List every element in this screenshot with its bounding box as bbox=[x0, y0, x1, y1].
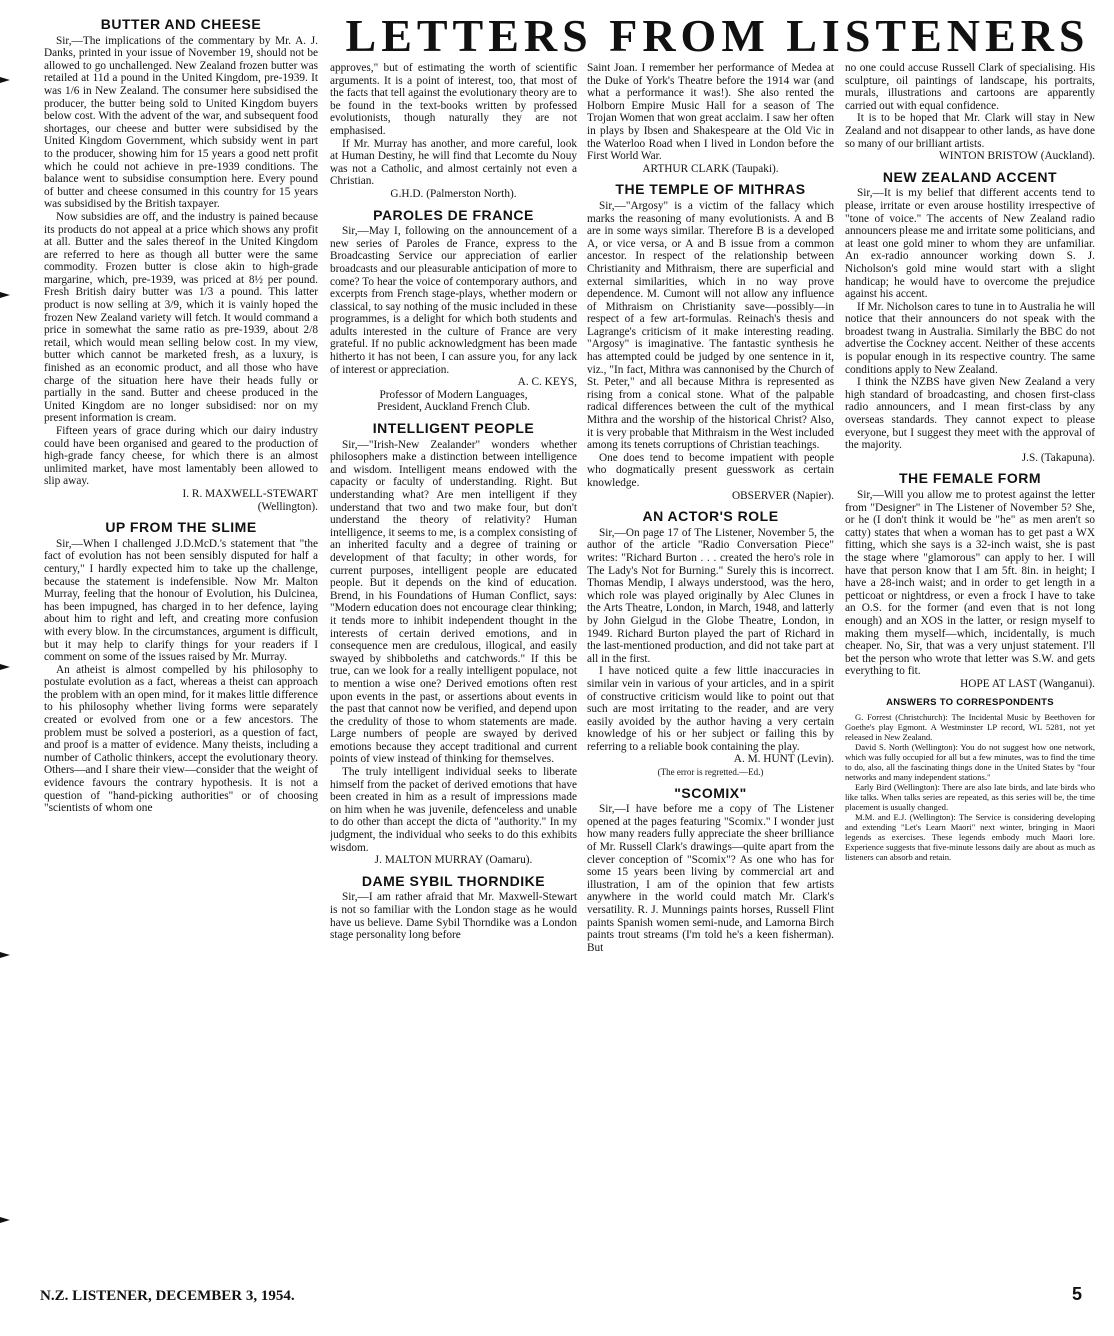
letter-heading: AN ACTOR'S ROLE bbox=[642, 508, 779, 525]
letter-new-zealand-accent bbox=[845, 168, 1095, 465]
page-title: LETTERS FROM LISTENERS bbox=[345, 10, 1090, 61]
letter-signature: I. R. MAXWELL-STEWART bbox=[182, 487, 318, 500]
letter-paragraph: An atheist is almost compelled by his philosophy to postulate evolution as a fact, whereas a theist can approach the problem with an open mind, for it makes little difference to his philosophy whether living forms were separately created or evolved from one or a few ancestors. The problem must be solved a posteriori, as a question of fact, and proof is a matter of evidence. Many theists, including a number of Catholic thinkers, accept the evolutionary theory. Others—and I share their view—consider that the weight of evidence favours the contrary hypothesis. It is not a question of "hand-picking authorities" or of choosing "scientists of whom one bbox=[44, 663, 318, 815]
binding-mark-icon bbox=[0, 950, 14, 960]
letter-signature: A. M. HUNT (Levin). bbox=[733, 753, 834, 766]
column-3 bbox=[587, 62, 834, 1276]
answer-item: G. Forrest (Christchurch): The Incidental Music by Beethoven for Goethe's play Egmont. A Westminster LP record, WL 5281, not yet released in New Zealand. bbox=[845, 712, 1095, 743]
editor-note: (The error is regretted.—Ed.) bbox=[657, 767, 764, 778]
letter-paragraph: Saint Joan. I remember her performance of Medea at the Duke of York's Theatre before the 1914 war (and what a performance it was!). She also rented the Holborn Empire Music Hall for a season of The Trojan Women that won great acclaim. I saw her often in plays by Ibsen and Shakespeare at the Old Vic in the Waterloo Road when I lived in London before the First World War. bbox=[587, 62, 834, 163]
letter-up-from-the-slime bbox=[44, 521, 318, 815]
letter-signature: A. C. KEYS, bbox=[517, 376, 577, 389]
letter-up-from-the-slime-continued bbox=[330, 62, 577, 201]
letter-paragraph: If Mr. Murray has another, and more careful, look at Human Destiny, he will find that Lecomte du Nouy was not a Catholic, and almost certainly not even a Christian. bbox=[330, 137, 577, 188]
letter-temple-of-mithras bbox=[587, 183, 834, 502]
letter-heading: BUTTER AND CHEESE bbox=[100, 18, 262, 32]
letter-signature-title: Professor of Modern Languages, bbox=[379, 388, 528, 401]
letter-paragraph: I have noticed quite a few little inaccuracies in similar vein in various of your articles, and in a spirit of constructive criticism would like to point out that such are most irritating to the reader, and are very easily avoided by the author having a very certain knowledge of his or her subject or failing this by referring to a reliable book containing the play. bbox=[587, 665, 834, 753]
letter-signature: WINTON BRISTOW (Auckland). bbox=[939, 150, 1095, 163]
letter-paragraph: Sir,—Will you allow me to protest against the letter from "Designer" in The Listener of November 5? She, or he (I don't think it would be "he" as men aren't so catty) states that when a woman has to get past a WX fitting, which she says is a 32-inch waist, she is past the stage where "glamorous" can apply to her. I will have that person know that I am 5ft. 8in. in height; I have a 28-inch waist; and in order to get length in a petticoat or nightdress, or even a frock I have to take an O.S. for the former (and even that is not long enough) and an XOS in the latter, or resign myself to making them myself—which, incidentally, is much cheaper. No, Sir, that was a very unjust statement. I'll bet the person who wrote that letter was S.W. and gets everything to fit. bbox=[845, 489, 1095, 678]
letter-paragraph: Sir,—May I, following on the announcement of a new series of Paroles de France, express to the Broadcasting Service our appreciation of earlier broadcasts and our pleasurable anticipation of more to come? To hear the voice of contemporary authors, and excerpts from French stage-plays, whether modern or classical, to say nothing of the music included in these programmes, is a delight for which both students and adults interested in the culture of France are very grateful. If no public acknowledgment has been made hitherto it has not been, I can assure you, for any lack of interest or appreciation. bbox=[330, 225, 577, 376]
page-number: 5 bbox=[1072, 1284, 1083, 1304]
letter-heading: "SCOMIX" bbox=[674, 784, 747, 801]
letter-paragraph: Sir,—I am rather afraid that Mr. Maxwell-Stewart is not so familiar with the London stage as he would have us believe. Dame Sybil Thorndike was a London stage personality long before bbox=[330, 891, 577, 942]
letter-the-female-form bbox=[845, 472, 1095, 690]
letter-paragraph: Sir,—When I challenged J.D.McD.'s statement that "the fact of evolution has not been sensibly disputed for half a century," I hardly expected him to take up the challenge, because the statement is indefensible. Now Mr. Malton Murray, feeling that the honour of Evolution, his Dulcinea, has been impugned, has charged in to her defence, laying about him to right and left, and creating more confusion with every blow. In the circumstances, argument is difficult, but it may help to clarify things for your readers if I comment on some of the issues raised by Mr. Murray. bbox=[44, 537, 318, 664]
letter-signature-title: President, Auckland French Club. bbox=[377, 401, 530, 414]
letter-paragraph: Now subsidies are off, and the industry is pained because its products do not appeal at a price which shows any profit at all. Butter and the sales thereof in the United Kingdom are referred to here as though all butter were the same commodity. Frozen butter is close akin to high-grade margarine, which, pre-1939, was priced at 8½ per pound. Fresh British dairy butter was 1/3 a pound. This latter product is now selling at 3/9, which it is vainly hoped the frozen New Zealand variety will fetch. It would command a price in somewhat the same ratio as pre-1939, about 2/8 retail, which would mean selling below cost. In my view, butter which cannot be marketed fresh, as a luxury, is finished as an economic product, and all those who have charge of the situation here have their heads fully or partially in the sand. Butter and cheese produced in the United Kingdom are no longer subsidised: nor on my present information is cream. bbox=[44, 210, 318, 425]
letter-heading: PAROLES DE FRANCE bbox=[373, 206, 534, 223]
answers-to-correspondents bbox=[845, 697, 1095, 863]
letter-paragraph: Sir,—"Irish-New Zealander" wonders whether philosophers make a distinction between intelligence and wisdom. Intelligent means endowed with the capacity or faculty of understanding. Right. But understanding what? Are men intelligent if they understand that two and two make four, but don't understand the theory of relativity? Human intelligence, it seems to me, is a complex consisting of an inherited faculty and a degree of training or development of that faculty; in other words, for current purposes, intelligent people are educated people. But it depends on the kind of education. Brend, in his Foundations of Human Conflict, says: "Modern education does not encourage clear thinking; it tends more to inhibit independent thought in the interests of certain derived emotions, and in consequence men are credulous, illogical, and easily swayed by shibboleths and catchwords." If this be true, can we look for a really intelligent populace, not to mention a wise one? Derived emotions often rest upon events in the past, or assertions about events in the past that cannot now be verified, and depend upon the credulity of those to whom statements are made. Large numbers of people are swayed by derived emotions because they accept traditional and current points of view instead of thinking for themselves. bbox=[330, 438, 577, 766]
letter-paroles-de-france bbox=[330, 206, 577, 415]
letter-heading: INTELLIGENT PEOPLE bbox=[372, 420, 535, 437]
letter-paragraph: One does tend to become impatient with people who dogmatically present guesswork as certain knowledge. bbox=[587, 451, 834, 489]
letter-signature: OBSERVER (Napier). bbox=[731, 489, 834, 502]
answer-item: M.M. and E.J. (Wellington): The Service is considering developing and extending "Let's Learn Maori" next winter, bringing in Maori legends as exercises. These legends embody much Maori lore. Experience suggests that five-minute lessons daily are about as much as listeners can absorb and retain. bbox=[845, 812, 1095, 863]
column-1 bbox=[44, 18, 318, 1276]
binding-mark-icon bbox=[0, 662, 14, 672]
letter-paragraph: Fifteen years of grace during which our dairy industry could have been organised and geared to the production of high-grade fancy cheese, for which there is an almost unlimited market, have most lamentably been allowed to slip away. bbox=[44, 425, 318, 488]
letter-signature: G.H.D. (Palmerston North). bbox=[390, 187, 517, 200]
letter-heading: THE TEMPLE OF MITHRAS bbox=[615, 181, 806, 198]
letter-location: (Wellington). bbox=[257, 500, 318, 513]
binding-mark-icon bbox=[0, 1215, 14, 1225]
letter-paragraph: no one could accuse Russell Clark of specialising. His sculpture, oil paintings of landscape, his portraits, murals, illustrations and cartoons are apparently carried out with equal confidence. bbox=[845, 62, 1095, 112]
letter-butter-and-cheese bbox=[44, 18, 318, 513]
answer-item: Early Bird (Wellington): There are also late birds, and late birds who like talks. When talks series are repeated, as this series will be, the time placement is usually changed. bbox=[845, 782, 1095, 813]
letter-paragraph: Sir,—The implications of the commentary by Mr. A. J. Danks, printed in your issue of November 19, should not be allowed to go unchallenged. New Zealand frozen butter was retailed at 11d a pound in the United Kingdom, pre-1939. It was 1/6 in New Zealand. The consumer here subsidised the producer, the butter being sold to United Kingdom buyers below cost. With the advent of the war, and subsequent food shortages, our cheese and butter were subsidised by the United Kingdom Government, which subsidy went in part to the producer, showing him for 15 years a good nett profit which he could not achieve in pre-1939 conditions. The balance went to subsidise consumption here. Every pound of butter and cheese consumed in this country for 15 years was subsidised by the British taxpayer. bbox=[44, 34, 318, 211]
answers-heading: ANSWERS TO CORRESPONDENTS bbox=[886, 696, 1054, 708]
binding-mark-icon bbox=[0, 75, 14, 85]
answer-item: David S. North (Wellington): You do not suggest how one network, which was fully occupied for all but a few minutes, was to find the time to do, also, all the fascinating things done in the United States by "four networks and many independent stations." bbox=[845, 742, 1095, 783]
letter-heading: UP FROM THE SLIME bbox=[105, 519, 257, 536]
letter-signature: ARTHUR CLARK (Taupaki). bbox=[642, 162, 779, 175]
footer-publication: N.Z. LISTENER, DECEMBER 3, 1954. bbox=[40, 1288, 295, 1304]
letter-dame-sybil-thorndike-continued bbox=[587, 62, 834, 175]
column-4 bbox=[845, 62, 1095, 1276]
letter-intelligent-people bbox=[330, 422, 577, 867]
letter-paragraph: The truly intelligent individual seeks to liberate himself from the packet of derived emotions that have been created in him as a result of impressions made on him when he was juvenile, defenceless and unable to do other than accept the dicta of "authority." In my judgment, the individual who seeks to do this exhibits wisdom. bbox=[330, 766, 577, 854]
letter-scomix bbox=[587, 784, 834, 955]
letter-paragraph: Sir,—I have before me a copy of The Listener opened at the pages featuring "Scomix." I wonder just how many readers fully appreciate the sheer brilliance of Mr. Russell Clark's drawings—quite apart from the clever conception of "Scomix"? As one who has for some 15 years been living by commercial art and illustration, I am of the opinion that few artists anywhere in the world could match Mr. Clark's versatility. R. J. Munnings paints horses, Russell Flint paints Spanish women semi-nude, and Lamorna Birch paints trout streams (I'm told he's a keen fisherman). But bbox=[587, 803, 834, 954]
letter-paragraph: I think the NZBS have given New Zealand a very high standard of broadcasting, and chosen first-class radio announcers, and I mean first-class by any overseas standards. They cannot expect to please everyone, but I suggest they meet with the approval of the majority. bbox=[845, 376, 1095, 452]
column-2 bbox=[330, 62, 577, 1276]
letter-heading: DAME SYBIL THORNDIKE bbox=[361, 872, 546, 889]
letter-dame-sybil-thorndike bbox=[330, 872, 577, 942]
letter-heading: NEW ZEALAND ACCENT bbox=[882, 168, 1058, 185]
letter-signature: J. MALTON MURRAY (Oamaru). bbox=[374, 854, 533, 867]
letter-paragraph: Sir,—It is my belief that different accents tend to please, irritate or even arouse hostility irrespective of "tone of voice." The accents of New Zealand radio announcers please me and irritate some politicians, and at least one gold miner to whom they are unfamiliar. An ex-radio announcer working down S. J. Nicholson's gold mine would start with a slight handicap; he would have to overcome the prejudice against his accent. bbox=[845, 187, 1095, 301]
letter-paragraph: If Mr. Nicholson cares to tune in to Australia he will notice that their announcers do not speak with the broadest twang in Australia. Similarly the BBC do not advertise the Cockney accent. Neither of these accents is popular enough in its respective country. The same conditions apply to New Zealand. bbox=[845, 300, 1095, 376]
letter-an-actors-role bbox=[587, 510, 834, 778]
letter-signature: J.S. (Takapuna). bbox=[1021, 451, 1095, 464]
binding-mark-icon bbox=[0, 290, 14, 300]
letter-signature: HOPE AT LAST (Wanganui). bbox=[960, 677, 1095, 690]
letter-paragraph: approves," but of estimating the worth of scientific arguments. It is a point of interest, too, that most of the facts that tell against the evolutionary theory are to be found in the text-books written by professed evolutionists, though naturally they are not emphasised. bbox=[330, 62, 577, 137]
letter-heading: THE FEMALE FORM bbox=[898, 470, 1042, 487]
letter-paragraph: Sir,—"Argosy" is a victim of the fallacy which marks the reasoning of many evolutionists. A and B are in some ways similar. Therefore B is a developed A, or vice versa, or A and B issue from a common ancestor. In respect of the relationship between Christianity and Mithraism, there are superficial and external similarities, which in no way prove dependence. M. Cumont will not allow any influence of Mithraism on Christianity save—possibly—in respect of a few art-formulas. Reinach's thesis and Lagrange's criticism of it make interesting reading. "Argosy" is imaginative. The fantastic synthesis he has attempted could be judged by one sentence in it, viz., "In fact, Mithra was cannonised by the Church of St. Peter," and all because Mithra is represented as rising from a conical stone. What of the palpable radical differences between the cult of the mythical Mithra and the worship of the historical Christ? Also, it is very probable that Mithraism in the West included among its tenets corruptions of Christian teachings. bbox=[587, 199, 834, 452]
letter-paragraph: It is to be hoped that Mr. Clark will stay in New Zealand and not disappear to other lands, as have done so many of our brilliant artists. bbox=[845, 112, 1095, 150]
letter-scomix-continued bbox=[845, 62, 1095, 163]
letter-paragraph: Sir,—On page 17 of The Listener, November 5, the author of the article "Radio Conversation Piece" writes: "Richard Burton . . . created the hero's role in The Lady's Not for Burning." Surely this is incorrect. Thomas Mendip, I always understood, was the hero, which role was played originally by Alec Clunes in the Arts Theatre, London, in March, 1948, and latterly by John Gielgud in the Globe Theatre, London, in 1949. Richard Burton played the part of Richard in the last-mentioned production, and did not take part at all in the first. bbox=[587, 526, 834, 665]
